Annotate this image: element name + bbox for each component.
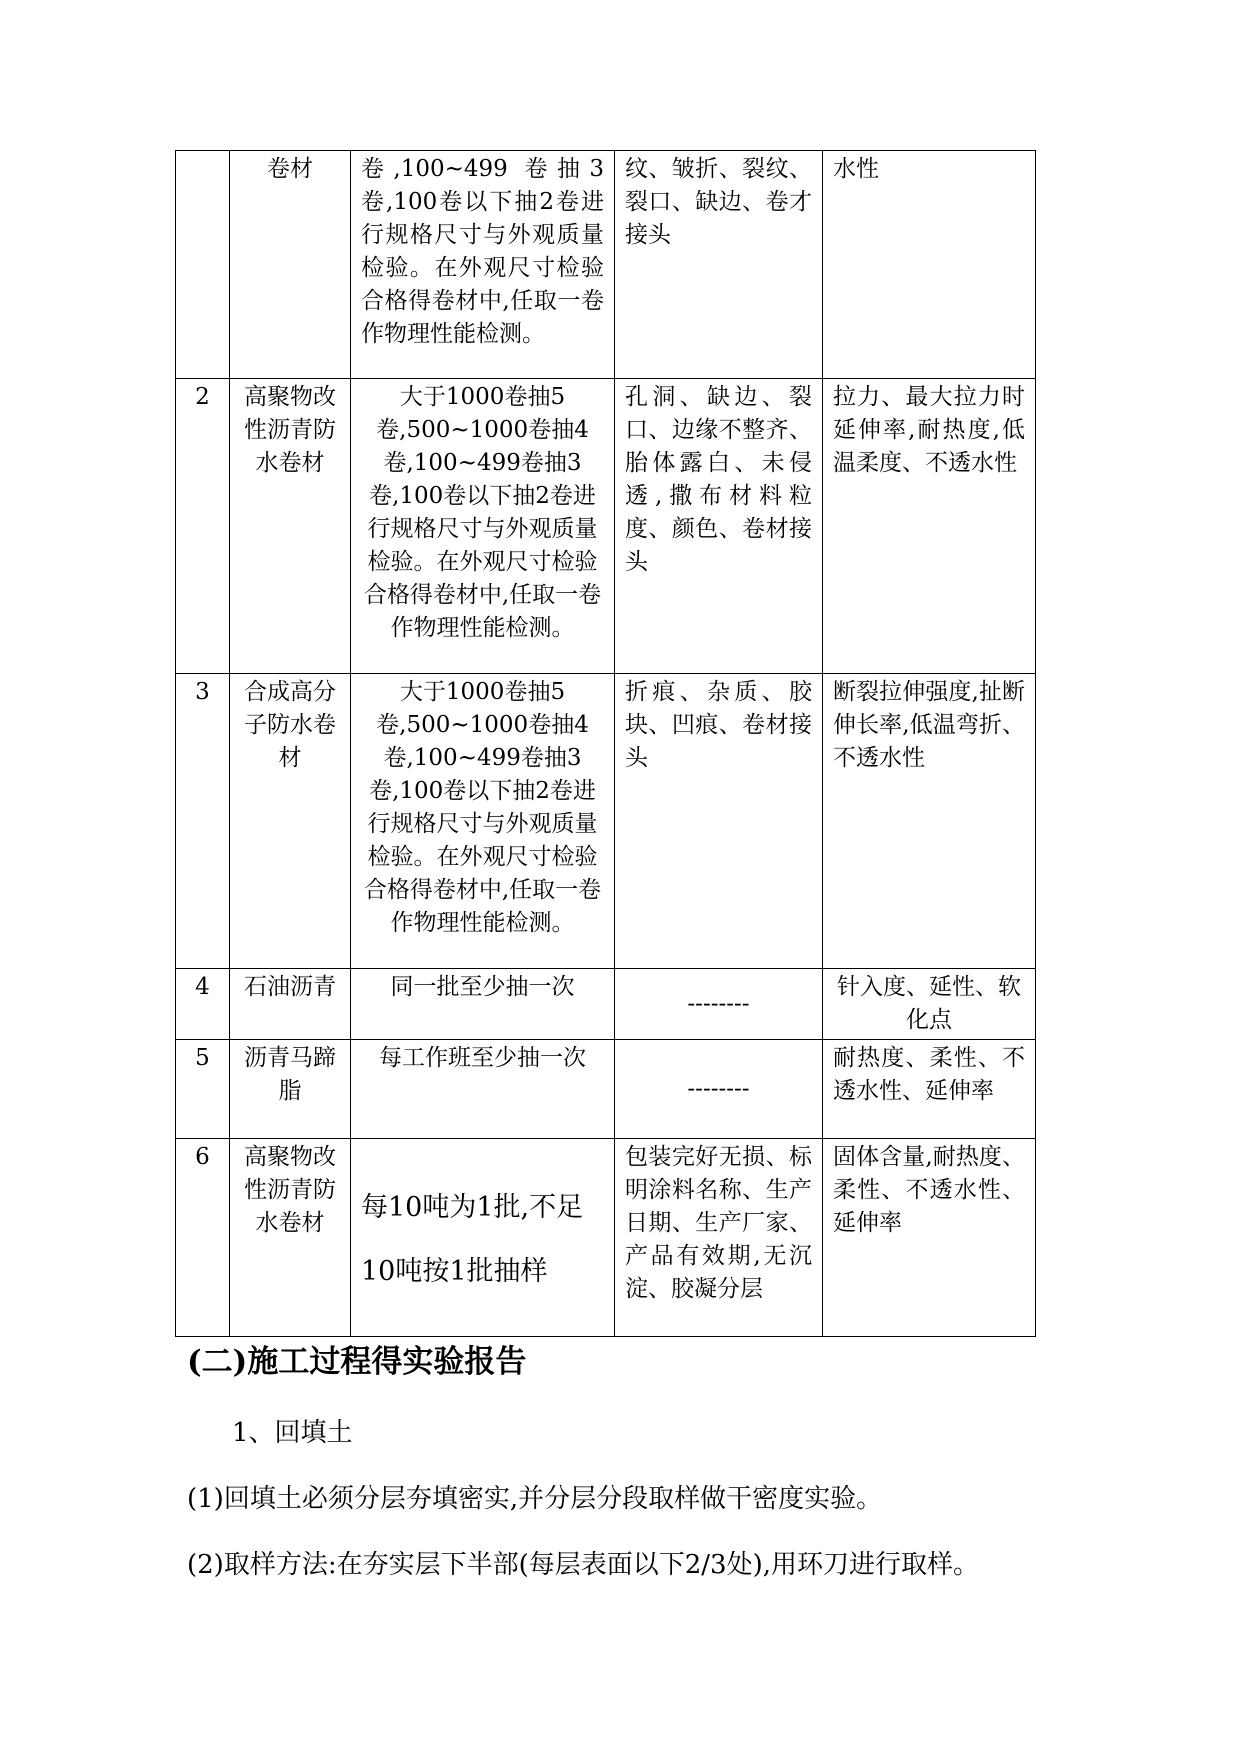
item-heading: 1、回填土 (232, 1418, 353, 1448)
row-number (176, 151, 230, 379)
sampling-quantity: 每10吨为1批,不足10吨按1批抽样 (351, 1139, 615, 1337)
table-row (176, 1139, 1036, 1337)
appearance-check: 包装完好无损、标明涂料名称、生产日期、生产厂家、产品有效期,无沉淀、胶凝分层 (615, 1139, 823, 1337)
sampling-quantity: 同一批至少抽一次 (351, 969, 615, 1040)
material-name: 石油沥青 (230, 969, 351, 1040)
paragraph: (2)取样方法:在夯实层下半部(每层表面以下2/3处),用环刀进行取样。 (187, 1550, 979, 1580)
appearance-check: -------- (615, 1040, 823, 1139)
material-name: 高聚物改性沥青防水卷材 (230, 379, 351, 674)
table-row (176, 674, 1036, 969)
material-name: 高聚物改性沥青防水卷材 (230, 1139, 351, 1337)
row-number: 3 (176, 674, 230, 969)
sampling-quantity: 每工作班至少抽一次 (351, 1040, 615, 1139)
row-number: 6 (176, 1139, 230, 1337)
sampling-quantity: 大于1000卷抽5卷,500~1000卷抽4卷,100~499卷抽3卷,100卷以下抽2卷进行规格尺寸与外观质量检验。在外观尺寸检验合格得卷材中,任取一卷作物理性能检测。 (351, 379, 615, 674)
appearance-check: 折痕、杂质、胶块、凹痕、卷材接头 (615, 674, 823, 969)
row-number: 2 (176, 379, 230, 674)
row-number: 5 (176, 1040, 230, 1139)
sampling-quantity: 卷,100~499 卷抽3卷,100卷以下抽2卷进行规格尺寸与外观质量检验。在外观尺寸检验合格得卷材中,任取一卷作物理性能检测。 (351, 151, 615, 379)
row-number: 4 (176, 969, 230, 1040)
physical-properties: 针入度、延性、软化点 (823, 969, 1036, 1040)
appearance-check: 纹、皱折、裂纹、裂口、缺边、卷才接头 (615, 151, 823, 379)
physical-properties: 断裂拉伸强度,扯断伸长率,低温弯折、不透水性 (823, 674, 1036, 969)
material-name: 沥青马蹄脂 (230, 1040, 351, 1139)
appearance-check: 孔洞、缺边、裂口、边缘不整齐、胎体露白、未侵透,撒布材料粒度、颜色、卷材接头 (615, 379, 823, 674)
sampling-quantity: 大于1000卷抽5卷,500~1000卷抽4卷,100~499卷抽3卷,100卷以下抽2卷进行规格尺寸与外观质量检验。在外观尺寸检验合格得卷材中,任取一卷作物理性能检测。 (351, 674, 615, 969)
paragraph: (1)回填土必须分层夯填密实,并分层分段取样做干密度实验。 (187, 1484, 883, 1514)
table-row (176, 969, 1036, 1040)
inspection-table (175, 150, 1036, 1337)
section-heading: (二)施工过程得实验报告 (187, 1344, 527, 1380)
table-row (176, 1040, 1036, 1139)
physical-properties: 拉力、最大拉力时延伸率,耐热度,低温柔度、不透水性 (823, 379, 1036, 674)
material-name: 卷材 (230, 151, 351, 379)
physical-properties: 水性 (823, 151, 1036, 379)
physical-properties: 固体含量,耐热度、柔性、不透水性、延伸率 (823, 1139, 1036, 1337)
table-row (176, 379, 1036, 674)
material-name: 合成高分子防水卷材 (230, 674, 351, 969)
table-row (176, 151, 1036, 379)
appearance-check: -------- (615, 969, 823, 1040)
physical-properties: 耐热度、柔性、不透水性、延伸率 (823, 1040, 1036, 1139)
